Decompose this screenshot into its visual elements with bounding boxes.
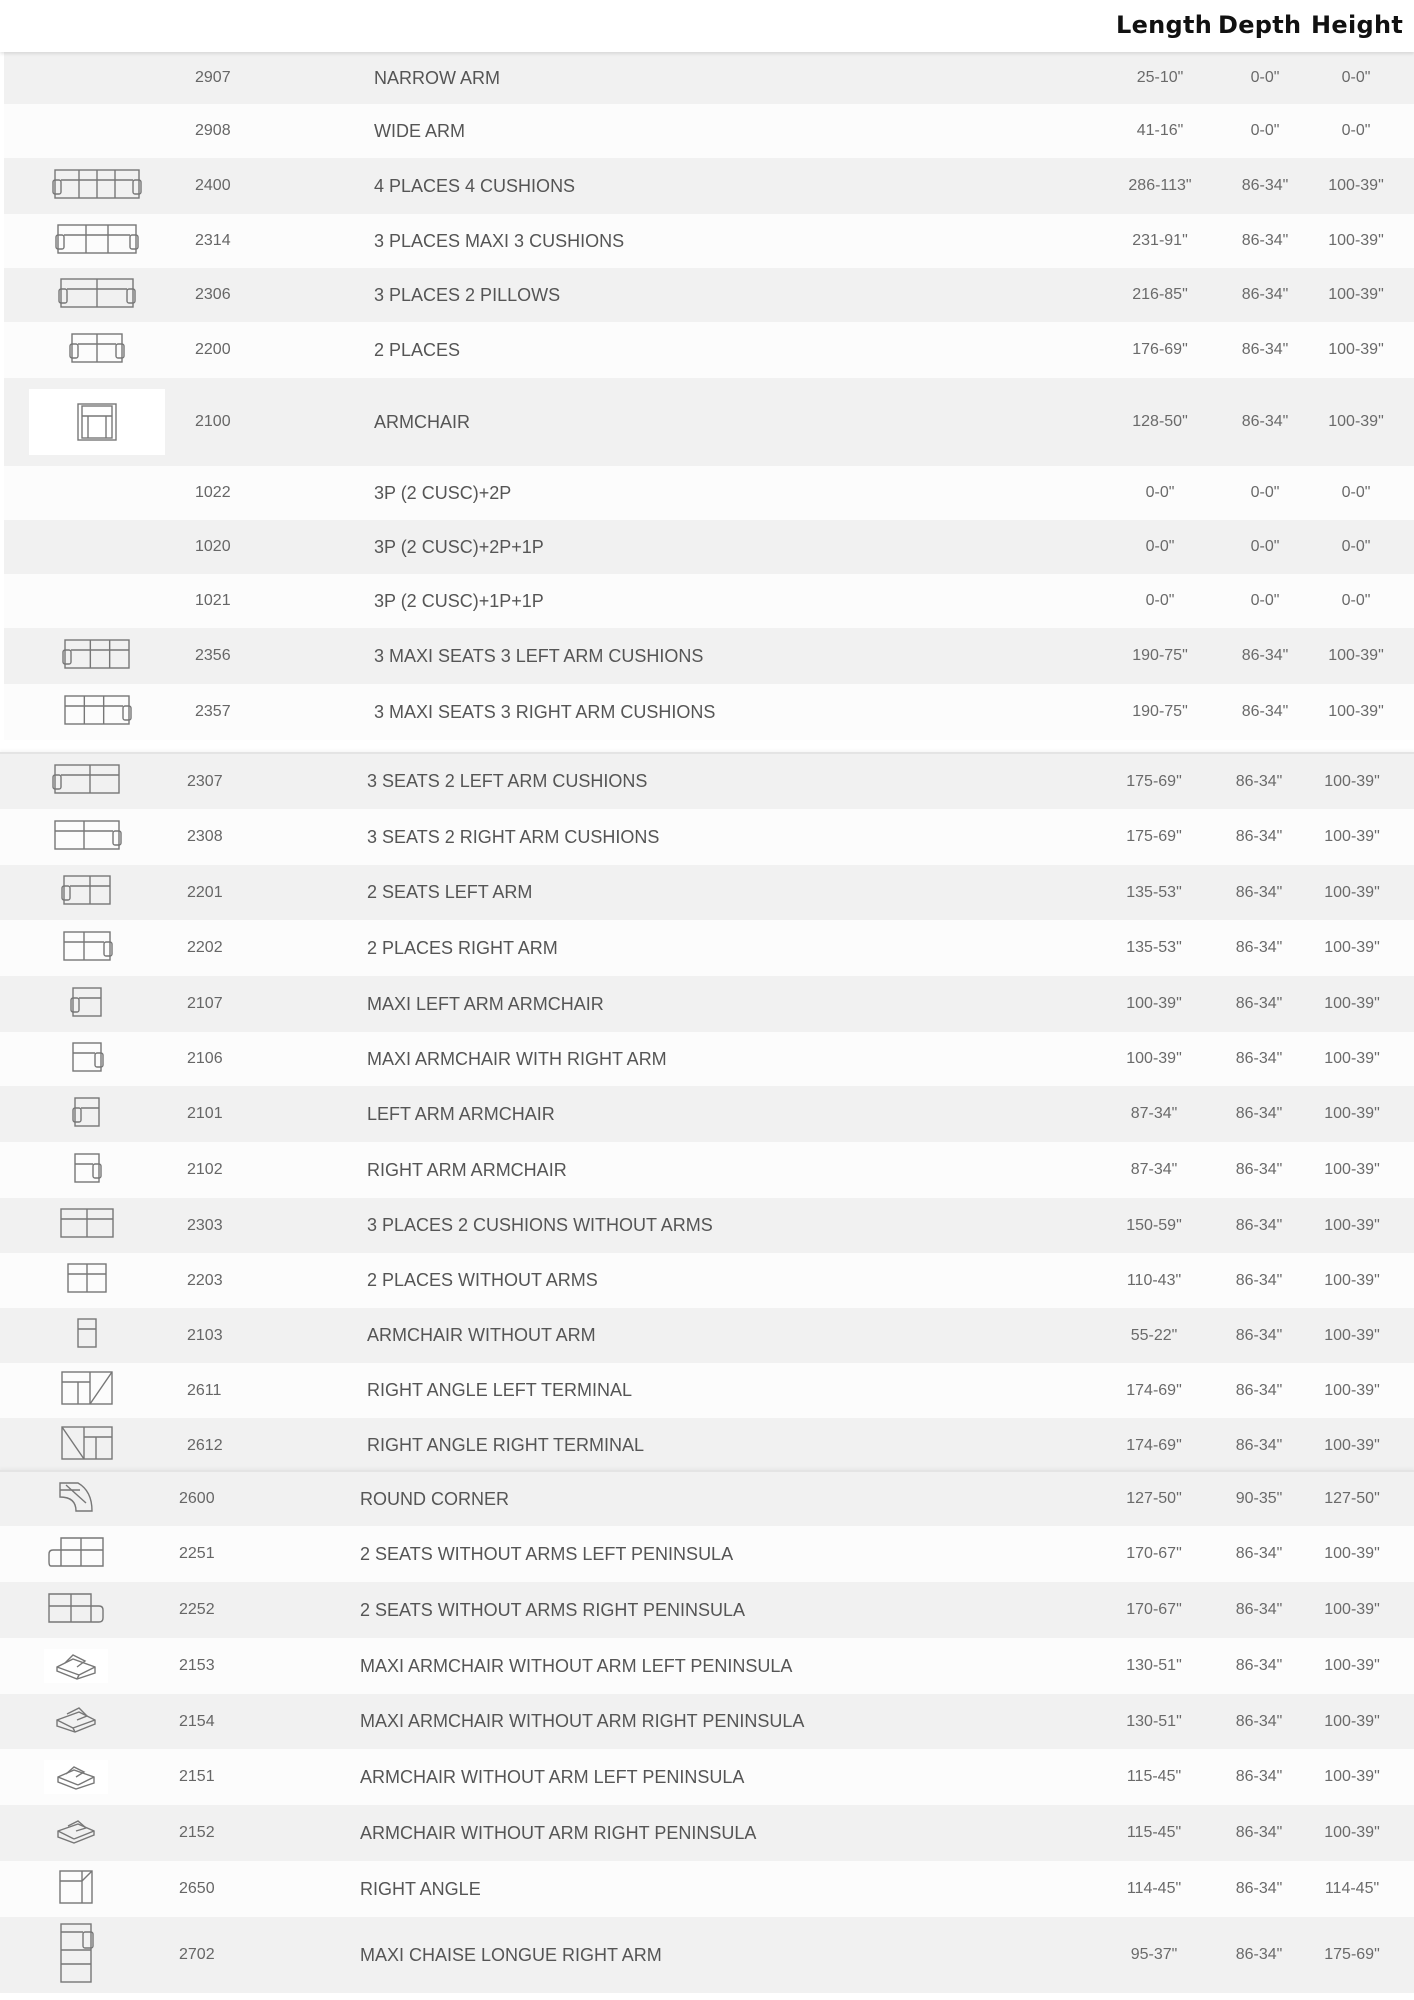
armchair-icon — [29, 389, 165, 455]
length-value: 174-69" — [1126, 1381, 1182, 1399]
module-description: LEFT ARM ARMCHAIR — [367, 1103, 555, 1124]
table-row — [0, 1253, 1414, 1308]
table-row — [0, 1805, 1414, 1861]
height-value: 100-39" — [1324, 1436, 1380, 1454]
module-code: 2308 — [187, 828, 223, 845]
module-icon-cell — [0, 809, 174, 865]
left-peninsula-3d-icon — [44, 1760, 108, 1794]
module-icon-cell — [4, 684, 190, 740]
length-value: 175-69" — [1126, 828, 1182, 845]
length-column-header: Length — [1116, 11, 1213, 39]
module-icon-cell — [4, 158, 190, 214]
sofa-2-places-icon — [69, 331, 125, 370]
length-value: 55-22" — [1130, 1326, 1178, 1344]
height-value: 175-69" — [1324, 1946, 1380, 1963]
module-description: 2 SEATS WITHOUT ARMS RIGHT PENINSULA — [360, 1599, 746, 1620]
length-value: 115-45" — [1126, 1768, 1182, 1785]
table-row — [0, 1472, 1414, 1526]
depth-value: 86-34" — [1235, 1545, 1283, 1562]
module-code: 2314 — [195, 232, 231, 249]
module-description: 4 PLACES 4 CUSHIONS — [374, 175, 576, 196]
height-value: 0-0" — [1341, 592, 1371, 609]
table-row — [0, 1638, 1414, 1694]
table-row — [4, 520, 1414, 574]
module-icon-cell — [0, 1363, 174, 1418]
module-section-1 — [4, 52, 1414, 740]
depth-value: 86-34" — [1235, 939, 1283, 956]
length-value: 135-53" — [1126, 883, 1182, 901]
module-code: 2153 — [179, 1657, 215, 1674]
module-description: 3 SEATS 2 LEFT ARM CUSHIONS — [367, 771, 648, 791]
height-value: 100-39" — [1324, 1216, 1380, 1234]
module-code: 2151 — [179, 1768, 215, 1785]
module-code: 2101 — [187, 1105, 223, 1122]
module-icon-cell — [4, 628, 190, 684]
maxi-left-peninsula-3d-icon — [44, 1649, 108, 1683]
module-section-2 — [0, 752, 1414, 1473]
module-code: 2303 — [187, 1216, 223, 1234]
module-code: 2107 — [187, 995, 223, 1012]
table-row — [0, 1749, 1414, 1805]
module-icon-cell — [0, 976, 174, 1032]
depth-value: 86-34" — [1235, 1436, 1283, 1454]
maxi-left-arm-armchair-icon — [70, 985, 104, 1024]
height-value: 100-39" — [1328, 232, 1384, 249]
module-icon-cell — [0, 1308, 174, 1363]
depth-value: 86-34" — [1235, 1216, 1283, 1234]
module-code: 2306 — [195, 286, 231, 303]
depth-value: 86-34" — [1235, 1326, 1283, 1344]
depth-value: 86-34" — [1235, 1880, 1283, 1897]
depth-value: 86-34" — [1241, 413, 1289, 430]
length-value: 25-10" — [1136, 69, 1184, 86]
depth-value: 86-34" — [1241, 703, 1289, 720]
module-description: 2 PLACES — [374, 339, 461, 360]
depth-value: 86-34" — [1235, 883, 1283, 901]
module-icon-cell — [0, 1749, 152, 1805]
table-row — [0, 809, 1414, 865]
module-description: RIGHT ARM ARMCHAIR — [367, 1159, 567, 1180]
table-row — [4, 158, 1414, 214]
module-icon-cell — [0, 1086, 174, 1142]
right-peninsula-3d-icon — [53, 1816, 99, 1851]
left-arm-armchair-icon — [72, 1095, 102, 1134]
module-description: 3 PLACES 2 PILLOWS — [374, 284, 561, 305]
module-icon-cell — [0, 1638, 152, 1694]
maxi-seats-right-arm-icon — [62, 693, 132, 732]
length-value: 87-34" — [1130, 1105, 1178, 1122]
module-description: RIGHT ANGLE LEFT TERMINAL — [367, 1380, 633, 1400]
three-places-no-arms-icon — [58, 1206, 116, 1245]
module-code: 2252 — [179, 1601, 215, 1618]
length-value: 190-75" — [1132, 647, 1188, 664]
height-value: 100-39" — [1324, 939, 1380, 956]
module-icon-cell — [4, 378, 190, 466]
table-row — [0, 1308, 1414, 1363]
table-row — [0, 1917, 1414, 1993]
table-header — [0, 0, 1414, 52]
height-value: 100-39" — [1328, 341, 1384, 358]
module-icon-cell — [0, 1032, 174, 1086]
module-icon-cell — [0, 1694, 152, 1749]
table-row — [0, 1694, 1414, 1749]
module-description: ROUND CORNER — [360, 1488, 510, 1509]
table-row — [0, 1142, 1414, 1198]
depth-value: 86-34" — [1235, 1824, 1283, 1841]
depth-value: 86-34" — [1235, 1657, 1283, 1674]
module-icon-cell — [4, 52, 190, 104]
table-row — [4, 268, 1414, 322]
length-value: 174-69" — [1126, 1436, 1182, 1454]
depth-value: 86-34" — [1235, 1946, 1283, 1963]
module-code: 2102 — [187, 1161, 223, 1178]
table-row — [0, 1086, 1414, 1142]
height-value: 0-0" — [1341, 69, 1371, 86]
module-code: 1021 — [195, 592, 231, 609]
module-code: 2103 — [187, 1326, 223, 1344]
height-value: 100-39" — [1324, 1545, 1380, 1562]
depth-value: 86-34" — [1235, 995, 1283, 1012]
table-row — [4, 684, 1414, 740]
module-description: 3 MAXI SEATS 3 LEFT ARM CUSHIONS — [374, 645, 704, 666]
height-value: 100-39" — [1328, 286, 1384, 303]
height-value: 100-39" — [1324, 1381, 1380, 1399]
module-icon-cell — [4, 214, 190, 268]
depth-value: 86-34" — [1235, 1768, 1283, 1785]
table-row — [4, 214, 1414, 268]
module-code: 2202 — [187, 939, 223, 956]
table-row — [4, 104, 1414, 158]
depth-value: 0-0" — [1250, 484, 1280, 501]
three-seats-left-arm-icon — [52, 762, 122, 801]
height-value: 114-45" — [1324, 1880, 1380, 1897]
length-value: 175-69" — [1126, 772, 1182, 790]
sofa-3-places-2-pillows-icon — [58, 276, 136, 315]
depth-value: 86-34" — [1241, 232, 1289, 249]
module-description: RIGHT ANGLE — [360, 1878, 481, 1899]
module-description: 3 PLACES 2 CUSHIONS WITHOUT ARMS — [367, 1215, 713, 1235]
length-value: 95-37" — [1130, 1946, 1178, 1963]
module-icon-cell — [0, 1198, 174, 1253]
module-code: 1020 — [195, 538, 231, 555]
module-icon-cell — [0, 920, 174, 976]
module-code: 2611 — [187, 1381, 222, 1399]
module-icon-cell — [0, 1582, 152, 1638]
module-code: 2307 — [187, 772, 223, 790]
module-description: MAXI ARMCHAIR WITH RIGHT ARM — [367, 1048, 667, 1069]
length-value: 0-0" — [1145, 484, 1175, 501]
module-icon-cell — [4, 466, 190, 520]
length-value: 128-50" — [1132, 413, 1188, 430]
depth-column-header: Depth — [1218, 11, 1302, 39]
depth-value: 0-0" — [1250, 592, 1280, 609]
module-description: 3P (2 CUSC)+2P — [374, 482, 512, 503]
table-row — [0, 754, 1414, 809]
length-value: 110-43" — [1126, 1271, 1182, 1289]
height-value: 100-39" — [1324, 1105, 1380, 1122]
table-row — [4, 628, 1414, 684]
module-description: MAXI LEFT ARM ARMCHAIR — [367, 993, 604, 1014]
depth-value: 86-34" — [1241, 286, 1289, 303]
module-icon-cell — [0, 1253, 174, 1308]
module-description: ARMCHAIR WITHOUT ARM RIGHT PENINSULA — [360, 1822, 757, 1843]
height-value: 0-0" — [1341, 538, 1371, 555]
round-corner-icon — [55, 1478, 97, 1521]
module-description: 3 PLACES MAXI 3 CUSHIONS — [374, 230, 625, 251]
length-value: 170-67" — [1126, 1545, 1182, 1562]
right-angle-right-terminal-icon — [59, 1424, 115, 1467]
right-angle-left-terminal-icon — [59, 1369, 115, 1412]
table-row — [0, 1363, 1414, 1418]
depth-value: 86-34" — [1241, 177, 1289, 194]
height-value: 100-39" — [1324, 1271, 1380, 1289]
module-icon-cell — [0, 1142, 174, 1198]
module-icon-cell — [0, 1861, 152, 1917]
height-value: 127-50" — [1324, 1490, 1380, 1507]
height-value: 100-39" — [1324, 1161, 1380, 1178]
module-description: ARMCHAIR — [374, 411, 471, 432]
length-value: 114-45" — [1126, 1880, 1182, 1897]
depth-value: 86-34" — [1235, 828, 1283, 845]
sofa-3-places-maxi-icon — [55, 222, 139, 261]
module-description: 2 PLACES RIGHT ARM — [367, 937, 558, 958]
table-row — [4, 378, 1414, 466]
height-value: 100-39" — [1324, 995, 1380, 1012]
depth-value: 86-34" — [1241, 341, 1289, 358]
table-row — [0, 1032, 1414, 1086]
module-description: 3P (2 CUSC)+1P+1P — [374, 590, 544, 611]
maxi-seats-left-arm-icon — [62, 637, 132, 676]
height-value: 100-39" — [1324, 1050, 1380, 1067]
table-row — [4, 574, 1414, 628]
module-icon-cell — [4, 574, 190, 628]
module-code: 2702 — [179, 1946, 215, 1963]
length-value: 0-0" — [1145, 592, 1175, 609]
module-description: 3 MAXI SEATS 3 RIGHT ARM CUSHIONS — [374, 701, 716, 722]
maxi-armchair-right-arm-icon — [70, 1040, 104, 1079]
module-code: 2357 — [195, 703, 231, 720]
module-section-3 — [0, 1470, 1414, 1993]
module-code: 2600 — [179, 1490, 215, 1507]
module-description: 2 PLACES WITHOUT ARMS — [367, 1270, 598, 1290]
height-value: 100-39" — [1328, 647, 1384, 664]
height-value: 0-0" — [1341, 122, 1371, 139]
length-value: 286-113" — [1128, 177, 1192, 194]
module-code: 1022 — [195, 484, 231, 501]
length-value: 41-16" — [1136, 122, 1184, 139]
depth-value: 86-34" — [1235, 1381, 1283, 1399]
height-value: 100-39" — [1324, 1768, 1380, 1785]
module-icon-cell — [4, 104, 190, 158]
height-value: 100-39" — [1324, 1657, 1380, 1674]
length-value: 87-34" — [1130, 1161, 1178, 1178]
depth-value: 86-34" — [1235, 1712, 1283, 1730]
length-value: 115-45" — [1126, 1824, 1182, 1841]
table-row — [4, 322, 1414, 378]
module-icon-cell — [0, 1917, 152, 1993]
height-value: 100-39" — [1328, 177, 1384, 194]
module-code: 2356 — [195, 647, 231, 664]
module-icon-cell — [0, 754, 174, 809]
module-description: RIGHT ANGLE RIGHT TERMINAL — [367, 1435, 645, 1455]
module-icon-cell — [0, 1472, 152, 1526]
module-description: 3P (2 CUSC)+2P+1P — [374, 536, 544, 557]
depth-value: 86-34" — [1235, 1271, 1283, 1289]
module-code: 2201 — [187, 883, 223, 901]
right-peninsula-icon — [46, 1591, 106, 1630]
height-value: 100-39" — [1324, 1326, 1380, 1344]
table-row — [4, 466, 1414, 520]
module-code: 2612 — [187, 1436, 223, 1454]
module-code: 2400 — [195, 177, 231, 194]
left-peninsula-icon — [46, 1535, 106, 1574]
length-value: 127-50" — [1126, 1490, 1182, 1507]
length-value: 100-39" — [1126, 1050, 1182, 1067]
height-value: 100-39" — [1328, 703, 1384, 720]
table-row — [0, 1526, 1414, 1582]
module-icon-cell — [0, 865, 174, 920]
module-code: 2203 — [187, 1271, 223, 1289]
module-code: 2106 — [187, 1050, 223, 1067]
module-description: MAXI CHAISE LONGUE RIGHT ARM — [360, 1944, 662, 1965]
depth-value: 86-34" — [1241, 647, 1289, 664]
module-code: 2100 — [195, 413, 231, 430]
module-description: 2 SEATS LEFT ARM — [367, 882, 533, 902]
length-value: 100-39" — [1126, 995, 1182, 1012]
height-value: 100-39" — [1324, 1712, 1380, 1730]
chaise-longue-right-arm-icon — [58, 1921, 94, 1990]
two-places-right-arm-icon — [61, 929, 113, 968]
length-value: 231-91" — [1132, 232, 1188, 249]
module-icon-cell — [0, 1526, 152, 1582]
length-value: 170-67" — [1126, 1601, 1182, 1618]
depth-value: 90-35" — [1235, 1490, 1283, 1507]
length-value: 135-53" — [1126, 939, 1182, 956]
module-description: ARMCHAIR WITHOUT ARM — [367, 1325, 596, 1345]
maxi-right-peninsula-3d-icon — [52, 1703, 100, 1740]
height-value: 100-39" — [1324, 1824, 1380, 1841]
module-description: MAXI ARMCHAIR WITHOUT ARM LEFT PENINSULA — [360, 1655, 793, 1676]
module-icon-cell — [4, 268, 190, 322]
height-value: 0-0" — [1341, 484, 1371, 501]
module-code: 2907 — [195, 69, 231, 86]
length-value: 190-75" — [1132, 703, 1188, 720]
sofa-4-places-icon — [52, 167, 142, 206]
module-icon-cell — [4, 520, 190, 574]
table-row — [0, 1861, 1414, 1917]
height-value: 100-39" — [1324, 1601, 1380, 1618]
module-icon-cell — [0, 1418, 174, 1473]
module-description: NARROW ARM — [374, 67, 500, 88]
module-code: 2908 — [195, 122, 231, 139]
armchair-no-arm-icon — [75, 1316, 99, 1355]
depth-value: 0-0" — [1250, 122, 1280, 139]
table-row — [0, 1418, 1414, 1473]
two-places-no-arms-icon — [65, 1261, 109, 1300]
height-column-header: Height — [1311, 11, 1404, 39]
module-icon-cell — [0, 1805, 152, 1861]
table-row — [0, 976, 1414, 1032]
three-seats-right-arm-icon — [52, 818, 122, 857]
depth-value: 86-34" — [1235, 1105, 1283, 1122]
module-description: WIDE ARM — [374, 120, 466, 141]
height-value: 100-39" — [1324, 828, 1380, 845]
depth-value: 0-0" — [1250, 538, 1280, 555]
depth-value: 0-0" — [1250, 69, 1280, 86]
depth-value: 86-34" — [1235, 1161, 1283, 1178]
module-description: 2 SEATS WITHOUT ARMS LEFT PENINSULA — [360, 1543, 734, 1564]
depth-value: 86-34" — [1235, 1601, 1283, 1618]
table-row — [0, 920, 1414, 976]
depth-value: 86-34" — [1235, 772, 1283, 790]
module-code: 2650 — [179, 1880, 215, 1897]
length-value: 130-51" — [1126, 1657, 1182, 1674]
module-description: 3 SEATS 2 RIGHT ARM CUSHIONS — [367, 826, 660, 847]
height-value: 100-39" — [1324, 883, 1380, 901]
length-value: 130-51" — [1126, 1712, 1182, 1730]
length-value: 216-85" — [1132, 286, 1188, 303]
module-description: ARMCHAIR WITHOUT ARM LEFT PENINSULA — [360, 1766, 745, 1787]
module-code: 2154 — [179, 1712, 215, 1730]
length-value: 0-0" — [1145, 538, 1175, 555]
table-row — [0, 865, 1414, 920]
two-seats-left-arm-icon — [61, 873, 113, 912]
right-arm-armchair-icon — [72, 1151, 102, 1190]
length-value: 176-69" — [1132, 341, 1188, 358]
module-icon-cell — [4, 322, 190, 378]
height-value: 100-39" — [1324, 772, 1380, 790]
table-row — [4, 52, 1414, 104]
module-code: 2152 — [179, 1824, 215, 1841]
table-row — [0, 1198, 1414, 1253]
right-angle-icon — [57, 1868, 95, 1911]
module-code: 2200 — [195, 341, 231, 358]
module-code: 2251 — [179, 1545, 215, 1562]
table-row — [0, 1582, 1414, 1638]
module-description: MAXI ARMCHAIR WITHOUT ARM RIGHT PENINSULA — [360, 1711, 805, 1731]
length-value: 150-59" — [1126, 1216, 1182, 1234]
height-value: 100-39" — [1328, 413, 1384, 430]
depth-value: 86-34" — [1235, 1050, 1283, 1067]
